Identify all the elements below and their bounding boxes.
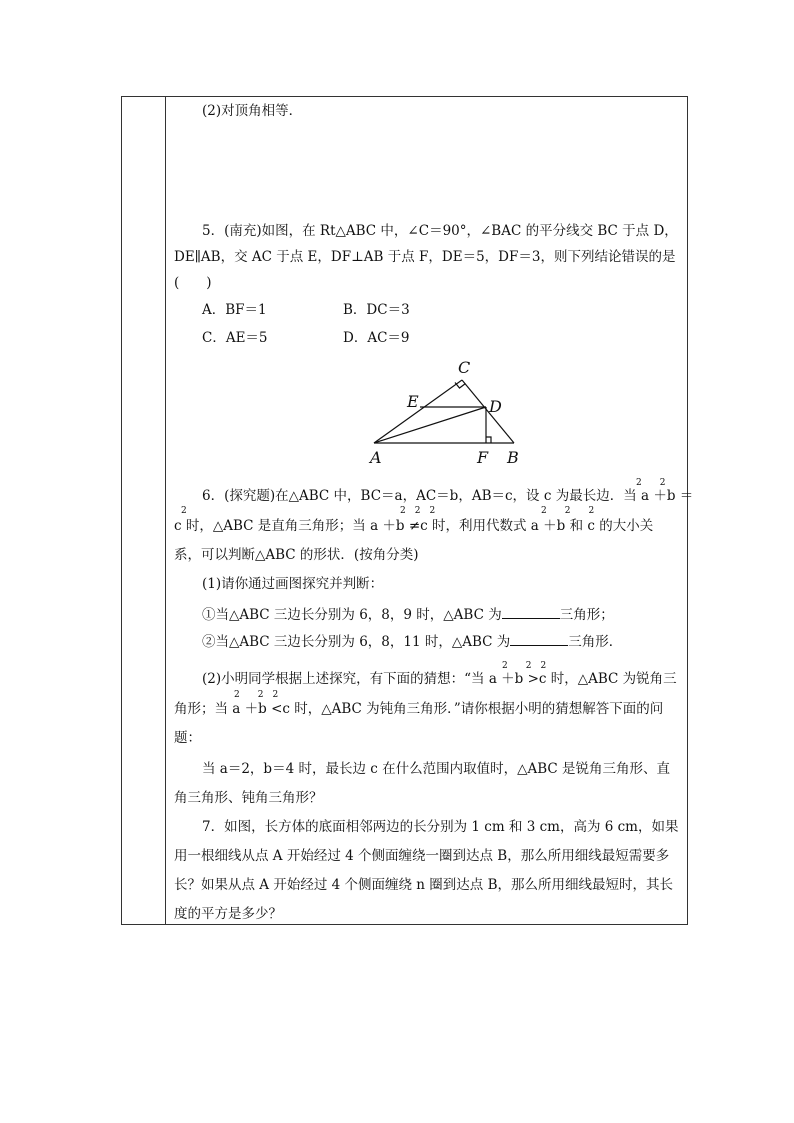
segment-ac [374, 380, 462, 443]
q7-line-4: 度的平方是多少？ [174, 906, 282, 922]
q5-option-d: D．AC＝9 [343, 330, 410, 346]
triangle-figure [364, 359, 524, 471]
segment-cb [462, 380, 514, 443]
q6-part-2-line-1: (2)小明同学根据上述探究，有下面的猜想：“当 a ＋b >c 时，△ABC 为锐角三 [202, 671, 677, 687]
q5-option-a: A．BF＝1 [202, 302, 267, 318]
q7-line-1: 7．如图，长方体的底面相邻两边的长分别为 1 cm 和 3 cm，高为 6 cm，如果 [202, 819, 679, 835]
content-cell [174, 97, 694, 924]
left-column [122, 97, 166, 924]
label-e: E [407, 392, 419, 411]
q6-part-1-a: ①当△ABC 三边长分别为 6，8，9 时，△ABC 为 三角形； [202, 607, 614, 623]
answer-blank-1[interactable] [502, 606, 560, 619]
q7-line-3: 长？如果从点 A 开始经过 4 个侧面缠绕 n 圈到达点 B，那么所用细线最短时，其长 [174, 877, 673, 893]
q5-option-b: B．DC＝3 [343, 302, 410, 318]
q6-part-3-line-1: 当 a＝2，b＝4 时，最长边 c 在什么范围内取值时，△ABC 是锐角三角形、直 [202, 761, 671, 777]
q6-part-1-title: (1)请你通过画图探究并判断： [202, 576, 384, 592]
q6-line-1: 6．(探究题)在△ABC 中，BC＝a，AC＝b，AB＝c，设 c 为最长边．当 a ＋b ＝ [202, 488, 694, 504]
q6-line-2-superscript-a: 2 [181, 506, 187, 516]
q6-part-2-line-3: 题： [174, 730, 201, 746]
q6-line-2-superscript-c: 2 2 2 [541, 506, 595, 516]
label-d: D [489, 397, 502, 416]
q5-line-3: ( ) [174, 275, 212, 291]
label-b: B [507, 448, 519, 467]
label-c: C [458, 359, 471, 377]
segment-ad [374, 407, 486, 443]
worksheet-table [121, 96, 694, 925]
q6-part-3-line-2: 角三角形、钝角三角形？ [174, 790, 323, 806]
right-angle-mark-f [486, 437, 491, 443]
label-f: F [477, 448, 489, 467]
q5-line-1: 5．(南充)如图，在 Rt△ABC 中，∠C＝90°，∠BAC 的平分线交 BC 于点 D， [202, 223, 678, 239]
q6-line-2-superscript-b: 2 2 2 [400, 506, 436, 516]
q6-part-1-b: ②当△ABC 三边长分别为 6，8，11 时，△ABC 为 三角形． [202, 634, 623, 650]
q5-line-2: DE∥AB，交 AC 于点 E，DF⊥AB 于点 F，DE＝5，DF＝3，则下列结论错误的是 [174, 249, 676, 265]
q6-part-2-line-1-superscripts: 2 2 2 [502, 661, 547, 671]
label-a: A [370, 448, 382, 467]
q6-part-2-line-2-superscripts: 2 2 2 [234, 690, 279, 700]
q6-part-2-line-2: 角形；当 a ＋b <c 时，△ABC 为钝角三角形．”请你根据小明的猜想解答下面的问 [174, 701, 664, 717]
q6-line-1-superscripts: 2 2 [636, 478, 666, 488]
answer-blank-2[interactable] [510, 633, 568, 646]
q4-item-2: (2)对顶角相等． [202, 103, 303, 119]
q5-option-c: C．AE＝5 [202, 330, 268, 346]
q6-line-2: c 时，△ABC 是直角三角形；当 a ＋b ≠c 时，利用代数式 a ＋b 和 c 的大小关 [174, 518, 654, 534]
q6-line-3: 系，可以判断△ABC 的形状．(按角分类) [174, 547, 419, 563]
q7-line-2: 用一根细线从点 A 开始经过 4 个侧面缠绕一圈到达点 B，那么所用细线最短需要多 [174, 848, 670, 864]
